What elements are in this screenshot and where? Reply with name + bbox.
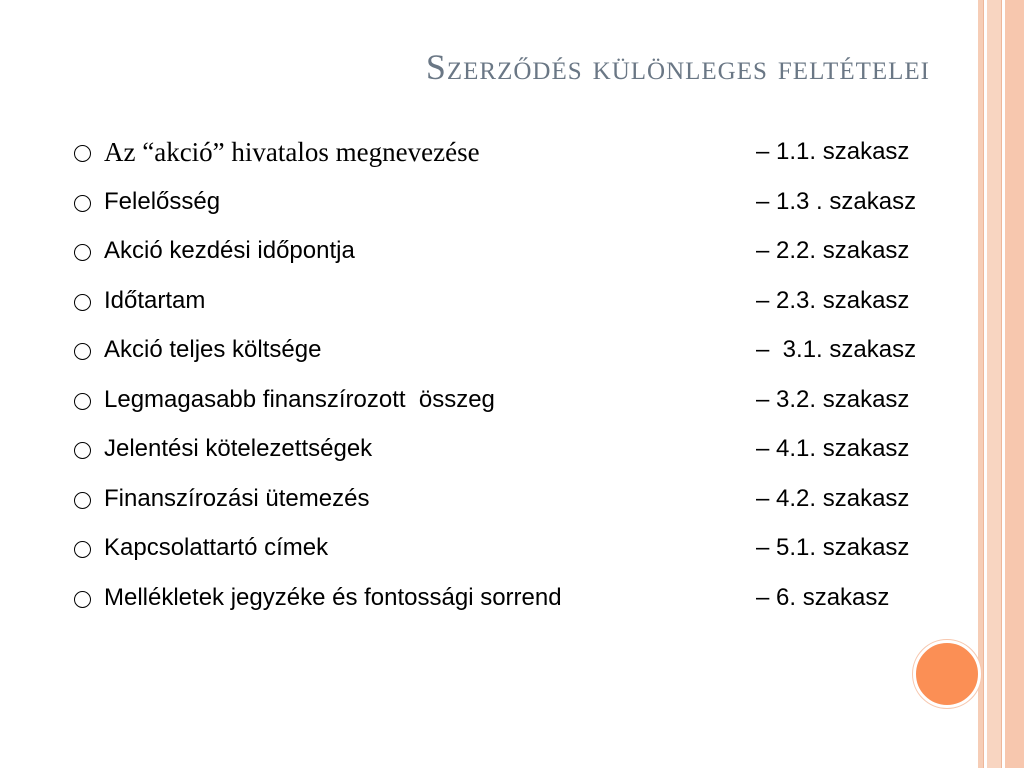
circle-bullet-icon (74, 492, 91, 509)
item-section: – 1.3 . szakasz (756, 187, 917, 215)
list-item (74, 134, 964, 184)
item-label: Legmagasabb finanszírozott összeg (104, 385, 495, 413)
slide-title: Szerződés különleges feltételei (425, 47, 930, 87)
item-section: – 6. szakasz (756, 583, 890, 611)
circle-bullet-icon (74, 145, 91, 162)
item-label: Felelősség (104, 187, 221, 215)
list-item (74, 283, 964, 333)
decorative-stripe (1005, 0, 1024, 768)
decorative-stripe-line (1001, 0, 1002, 768)
item-label: Akció kezdési időpontja (104, 237, 355, 264)
list-item (74, 580, 964, 630)
item-section: – 1.1. szakasz (756, 138, 910, 165)
circle-bullet-icon (74, 343, 91, 360)
list-item (74, 530, 964, 580)
item-label: Mellékletek jegyzéke és fontossági sorrend (104, 583, 562, 611)
item-section: – 3.1. szakasz (756, 336, 917, 363)
bullet-list (74, 134, 964, 629)
circle-bullet-icon (74, 442, 91, 459)
list-item (74, 481, 964, 531)
list-item (74, 332, 964, 382)
item-section: – 2.3. szakasz (756, 286, 910, 314)
circle-bullet-icon (74, 541, 91, 558)
decorative-stripe (987, 0, 1001, 768)
item-section: – 4.2. szakasz (756, 484, 910, 512)
item-section: – 3.2. szakasz (756, 385, 910, 413)
item-section: – 4.1. szakasz (756, 435, 910, 462)
item-label: Finanszírozási ütemezés (104, 484, 370, 512)
list-item (74, 184, 964, 234)
item-section: – 2.2. szakasz (756, 237, 910, 264)
decorative-stripe-line (983, 0, 984, 768)
circle-bullet-icon (74, 393, 91, 410)
item-label: Akció teljes költsége (104, 336, 322, 363)
list-item (74, 233, 964, 283)
circle-bullet-icon (74, 195, 91, 212)
item-label: Az “akció” hivatalos megnevezése (104, 137, 480, 167)
item-label: Jelentési kötelezettségek (104, 435, 373, 462)
decorative-circle-icon (913, 640, 981, 708)
item-section: – 5.1. szakasz (756, 534, 910, 561)
circle-bullet-icon (74, 244, 91, 261)
circle-bullet-icon (74, 591, 91, 608)
list-item (74, 431, 964, 481)
circle-bullet-icon (74, 294, 91, 311)
list-item (74, 382, 964, 432)
item-label: Időtartam (104, 286, 206, 314)
item-label: Kapcsolattartó címek (104, 534, 329, 561)
